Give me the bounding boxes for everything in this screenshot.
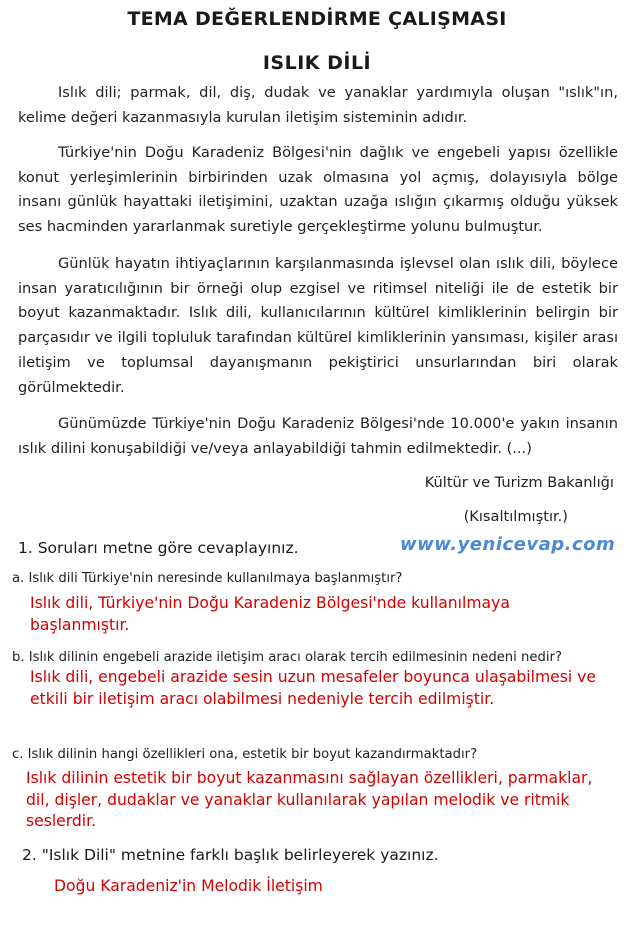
source-name: Kültür ve Turizm Bakanlığı [424, 474, 614, 491]
question-1b: b. Islık dilinin engebeli arazide iletişim aracı olarak tercih edilmesinin nedeni nedir? [12, 650, 562, 665]
question-1-prompt: 1. Soruları metne göre cevaplayınız. [18, 539, 299, 557]
paragraph-4: Günümüzde Türkiye'nin Doğu Karadeniz Bölgesi'nde 10.000'e yakın insanın ıslık dilini konuşabildiği ve/veya anlayabildiği tahmin edilmektedir. (...) [18, 415, 618, 457]
answer-1a: Islık dili, Türkiye'nin Doğu Karadeniz Bölgesi'nde kullanılmaya başlanmıştır. [30, 594, 510, 634]
answer-1b: Islık dili, engebeli arazide sesin uzun mesafeler boyunca ulaşabilmesi ve etkili bir iletişim aracı olabilmesi nedeniyle tercih edilmiştir. [30, 668, 596, 708]
source-note: (Kısaltılmıştır.) [463, 508, 568, 525]
watermark: www.yenicevap.com [400, 534, 616, 555]
answer-1c: Islık dilinin estetik bir boyut kazanmasını sağlayan özellikleri, parmaklar, dil, dişler, dudaklar ve yanaklar kullanılarak yapılan melodik ve ritmik seslerdir. [26, 769, 593, 830]
question-1a: a. Islık dili Türkiye'nin neresinde kullanılmaya başlanmıştır? [12, 571, 403, 586]
page-title: TEMA DEĞERLENDİRME ÇALIŞMASI [127, 8, 507, 30]
answer-2: Doğu Karadeniz'in Melodik İletişim [54, 877, 323, 895]
question-2-prompt: 2. "Islık Dili" metnine farklı başlık belirleyerek yazınız. [22, 846, 439, 864]
paragraph-1: Islık dili; parmak, dil, diş, dudak ve yanaklar yardımıyla oluşan "ıslık"ın, kelime değeri kazanmasıyla kurulan iletişim sisteminin adıdır. [18, 84, 618, 126]
paragraph-3: Günlük hayatın ihtiyaçlarının karşılanmasında işlevsel olan ıslık dili, böylece insan yaratıcılığının bir örneği olup ezgisel ve ritimsel niteliği ile de estetik bir boyut kazanmaktadır. Islık dili, kullanıcılarının kültürel kimliklerinin belirgin bir parçasıdır ve ilgili topluluk tarafından kültürel kimliklerinin yansıması, kişiler arası iletişim ve toplumsal dayanışmanın pekiştirici unsurlarından biri olarak görülmektedir. [18, 255, 618, 396]
text-title: ISLIK DİLİ [262, 52, 372, 74]
question-1c: c. Islık dilinin hangi özellikleri ona, estetik bir boyut kazandırmaktadır? [12, 747, 478, 762]
paragraph-2: Türkiye'nin Doğu Karadeniz Bölgesi'nin dağlık ve engebeli yapısı özellikle konut yerleşimlerinin birbirinden uzak olmasına yol açmış, dolayısıyla bölge insanı günlük hayattaki iletişimini, uzaktan uzağa ıslığın çıkarmış olduğu yüksek ses hacminden yararlanmak suretiyle gerçekleştirme yolunu bulmuştur. [18, 144, 618, 236]
